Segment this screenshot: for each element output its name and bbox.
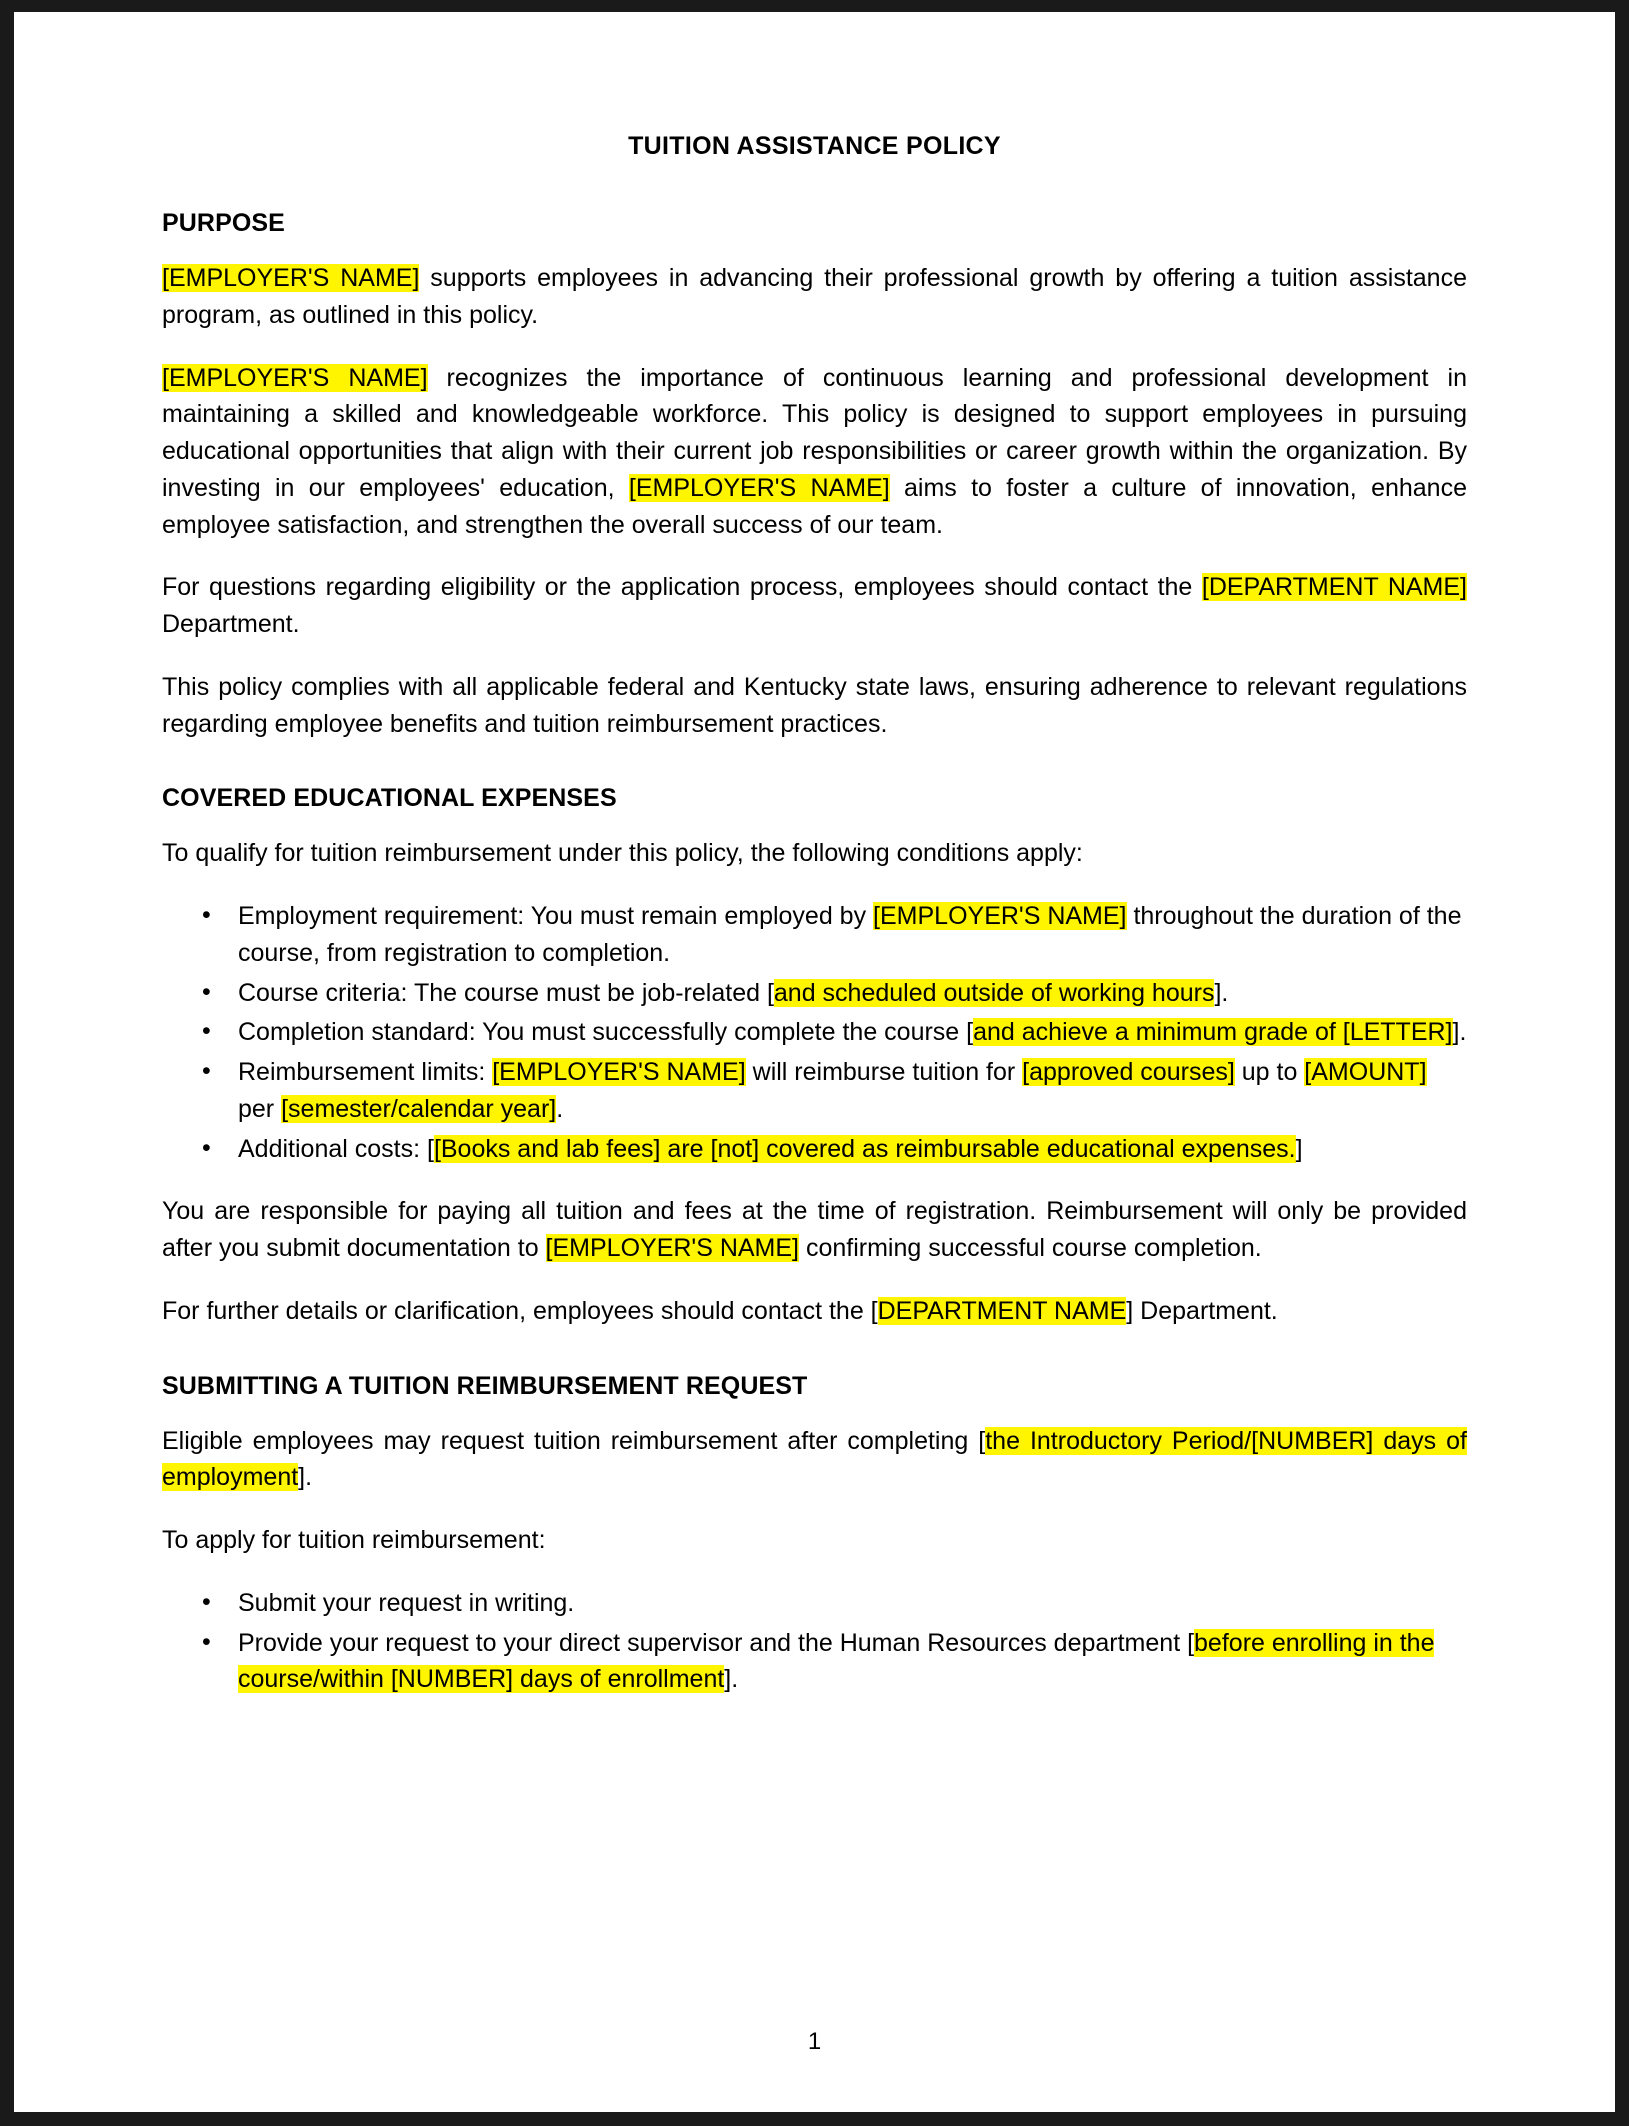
placeholder-minimum-grade: and achieve a minimum grade of [LETTER] [973, 1018, 1453, 1047]
placeholder-employers-name: [EMPLOYER'S NAME] [162, 363, 428, 392]
purpose-paragraph-4: This policy complies with all applicable federal and Kentucky state laws, ensuring adherence to relevant regulations regarding employee benefits and tuition reimbursement practices. [162, 672, 1467, 738]
covered-expenses-bullet-list [162, 898, 1467, 1167]
placeholder-employers-name: [EMPLOYER'S NAME] [162, 264, 420, 292]
placeholder-amount: [AMOUNT] [1304, 1058, 1427, 1086]
purpose-paragraph-2-text-2: aims to foster a culture of innovation, enhance employee satisfaction, and strengthen the overall success of our team. [162, 473, 1467, 539]
submit-bullet-2-text-2: ]. [724, 1665, 739, 1694]
bullet-2-text-1: Course criteria: The course must be job-related [ [238, 978, 774, 1007]
purpose-paragraph-2-text-1: recognizes the importance of continuous learning and professional development in maintaining a skilled and knowledgeable workforce. This policy is designed to support employees in pursuing educational opportunities that align with their current job responsibilities or career growth within the organization. By investing in our employees' education, [162, 363, 1467, 502]
placeholder-period: [semester/calendar year] [281, 1094, 557, 1123]
placeholder-approved-courses: [approved courses] [1022, 1058, 1235, 1086]
placeholder-enrollment-timing: before enrolling in the course/within [NUMBER] days of enrollment [238, 1628, 1435, 1694]
document-page [14, 12, 1615, 2112]
bullet-3-text-2: ]. [1452, 1018, 1467, 1047]
placeholder-course-schedule: and scheduled outside of working hours [773, 978, 1215, 1007]
placeholder-employers-name: [EMPLOYER'S NAME] [873, 902, 1127, 930]
bullet-4-text-1: Reimbursement limits: [238, 1058, 493, 1086]
covered-expenses-p1-text-1: You are responsible for paying all tuition and fees at the time of registration. Reimbursement will only be provided after you submit documentation to [162, 1197, 1467, 1262]
placeholder-eligibility-period: the Introductory Period/[NUMBER] days of employment [162, 1426, 1467, 1492]
bullet-2-text-2: ]. [1214, 978, 1229, 1007]
placeholder-employers-name: [EMPLOYER'S NAME] [628, 473, 890, 502]
list-item [238, 1054, 1467, 1128]
list-item [238, 1625, 1467, 1699]
section-heading-submitting-request: SUBMITTING A TUITION REIMBURSEMENT REQUEST [162, 1371, 808, 1400]
covered-expenses-p1-text-2: confirming successful course completion. [799, 1234, 1262, 1262]
list-item [238, 898, 1467, 972]
purpose-paragraph-3-text-1: For questions regarding eligibility or the application process, employees should contact the [162, 573, 1202, 602]
list-item [238, 975, 1467, 1012]
submitting-request-paragraph-1 [162, 1423, 1467, 1497]
bullet-5-text-2: ] [1295, 1134, 1303, 1163]
purpose-paragraph-3-text-2: Department. [162, 610, 300, 638]
list-item [238, 1014, 1467, 1051]
page-number: 1 [807, 2028, 822, 2055]
covered-expenses-intro: To qualify for tuition reimbursement under this policy, the following conditions apply: [162, 839, 1083, 868]
submitting-request-bullet-list [162, 1585, 1467, 1698]
submitting-p1-text-2: ]. [298, 1463, 313, 1492]
placeholder-department-name: [DEPARTMENT NAME] [1201, 573, 1467, 602]
bullet-4-text-2: will reimburse tuition for [745, 1058, 1023, 1086]
covered-expenses-p2-text-1: For further details or clarification, employees should contact the [ [162, 1296, 878, 1325]
placeholder-employers-name: [EMPLOYER'S NAME] [492, 1058, 746, 1086]
bullet-3-text-1: Completion standard: You must successfully complete the course [ [238, 1018, 974, 1047]
placeholder-department-name: DEPARTMENT NAME [877, 1296, 1127, 1325]
submitting-request-paragraph-2: To apply for tuition reimbursement: [162, 1526, 546, 1554]
bullet-4-text-5: . [556, 1094, 564, 1123]
purpose-paragraph-2 [162, 360, 1467, 544]
bullet-5-text-1: Additional costs: [ [238, 1134, 434, 1163]
purpose-paragraph-1 [162, 260, 1467, 334]
list-item [238, 1131, 1467, 1168]
submitting-p1-text-1: Eligible employees may request tuition reimbursement after completing [ [162, 1426, 986, 1455]
bullet-4-text-4: per [238, 1094, 282, 1123]
purpose-paragraph-1-text: supports employees in advancing their professional growth by offering a tuition assistance program, as outlined in this policy. [162, 264, 1467, 329]
section-heading-purpose: PURPOSE [162, 209, 285, 237]
placeholder-employers-name: [EMPLOYER'S NAME] [545, 1234, 799, 1262]
document-title: TUITION ASSISTANCE POLICY [628, 132, 1001, 160]
purpose-paragraph-3 [162, 569, 1467, 643]
section-heading-covered-expenses: COVERED EDUCATIONAL EXPENSES [162, 784, 617, 813]
list-item [238, 1585, 1467, 1622]
bullet-1-text-2: throughout the duration of the course, from registration to completion. [238, 902, 1462, 967]
bullet-4-text-3: up to [1234, 1058, 1305, 1086]
covered-expenses-paragraph-2 [162, 1293, 1467, 1330]
covered-expenses-paragraph-1 [162, 1193, 1467, 1267]
covered-expenses-p2-text-2: ] Department. [1126, 1296, 1278, 1325]
bullet-1-text-1: Employment requirement: You must remain employed by [238, 902, 874, 930]
submit-bullet-1-text: Submit your request in writing. [238, 1588, 575, 1617]
submit-bullet-2-text-1: Provide your request to your direct supervisor and the Human Resources department [ [238, 1628, 1195, 1657]
placeholder-additional-costs: [Books and lab fees] are [not] covered as reimbursable educational expenses. [433, 1134, 1296, 1163]
